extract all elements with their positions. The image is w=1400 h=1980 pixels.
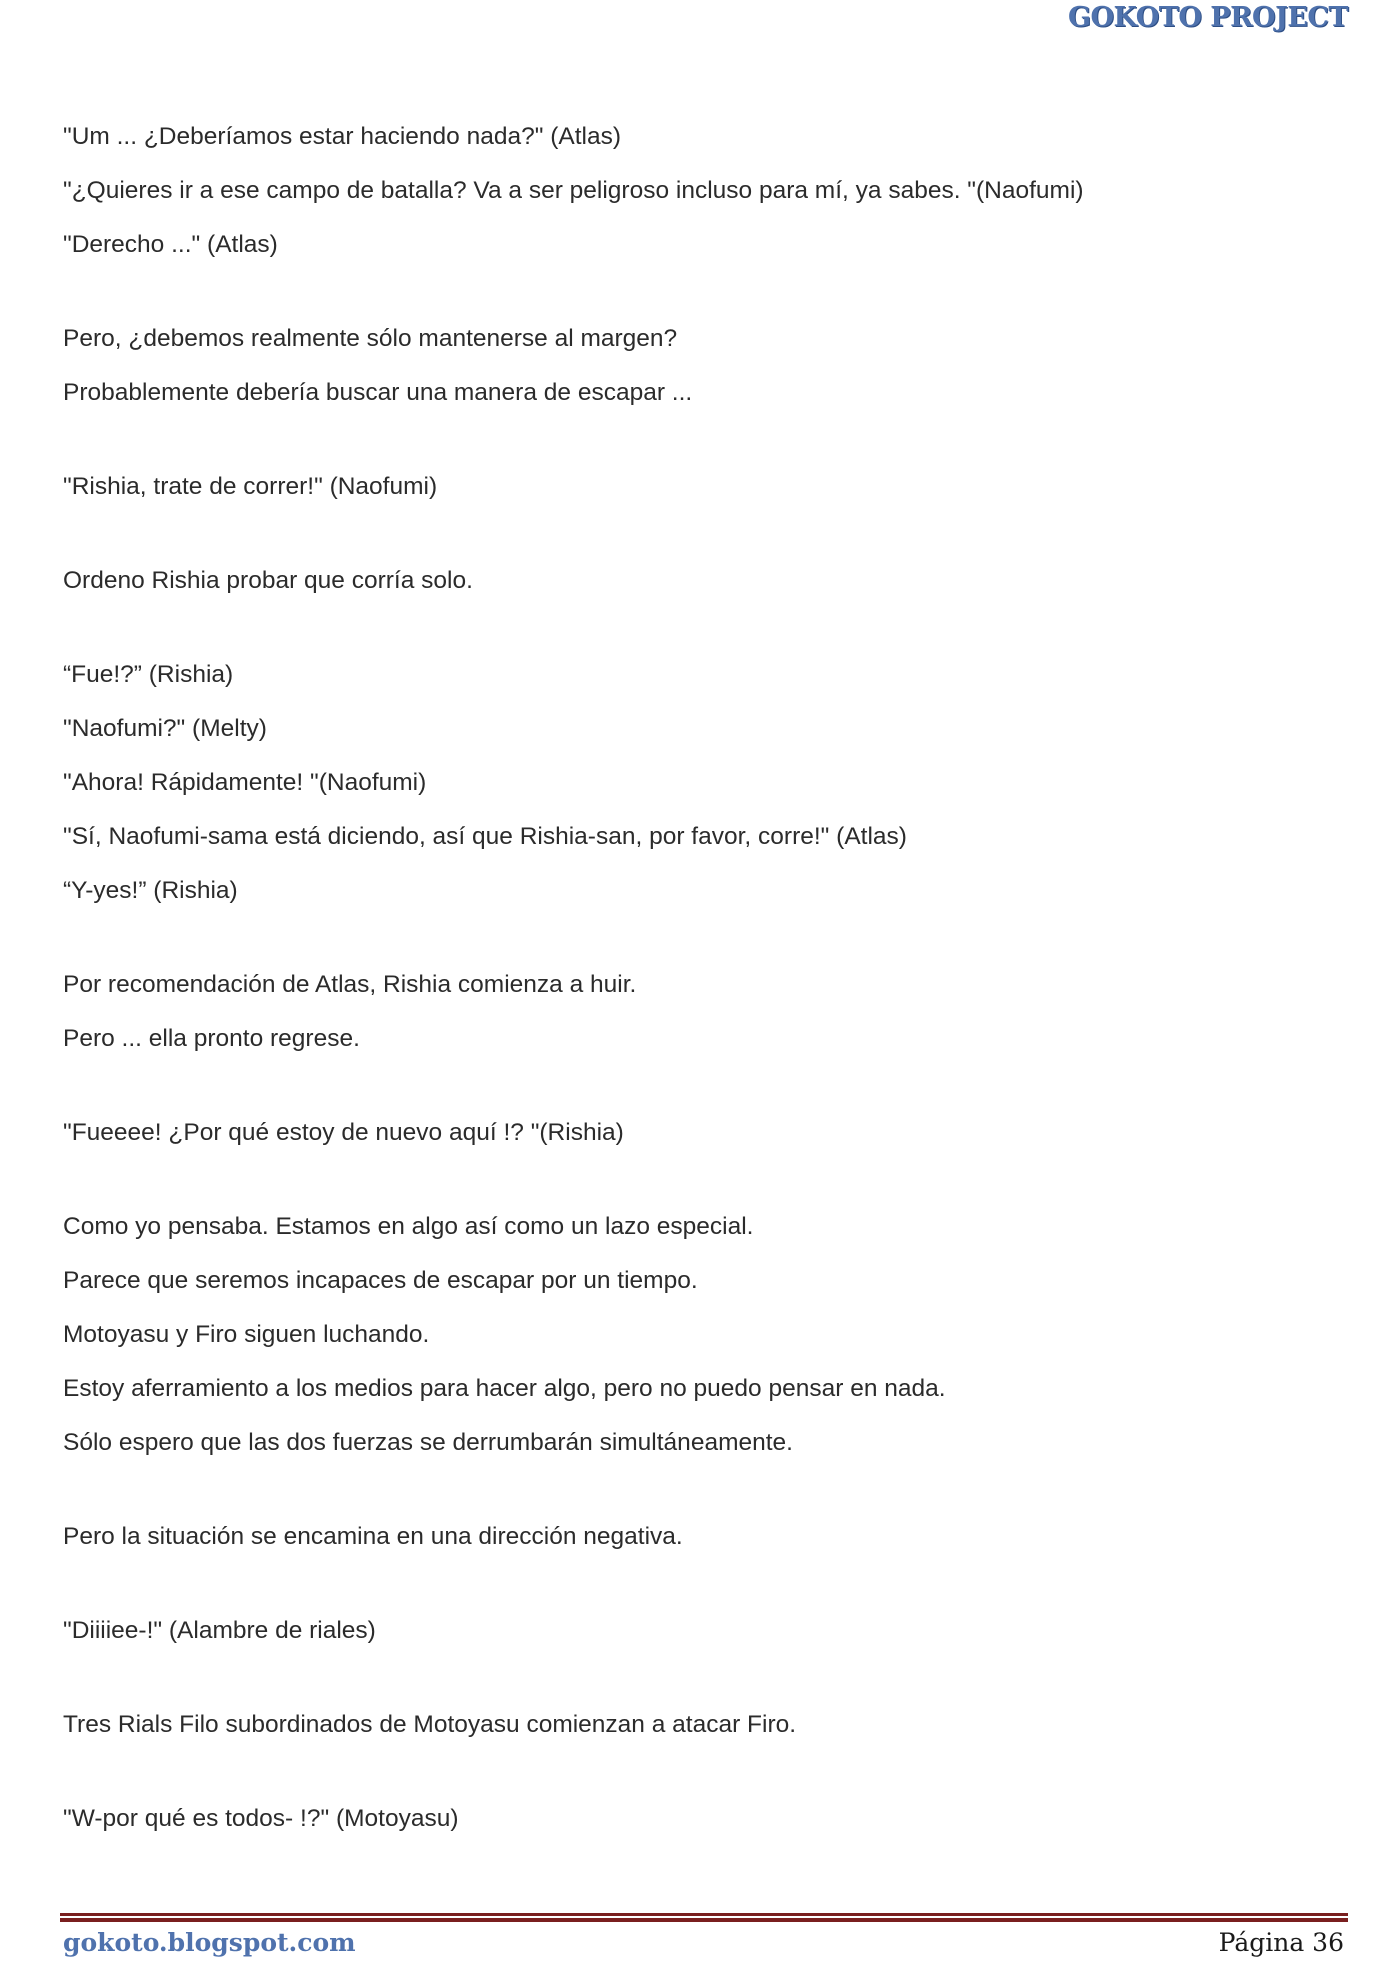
- paragraph: Pero, ¿debemos realmente sólo mantenerse al margen?: [63, 325, 678, 352]
- footer-rule-thick: [60, 1918, 1348, 1922]
- paragraph: "Um ... ¿Deberíamos estar haciendo nada?" (Atlas): [63, 123, 621, 150]
- paragraph: "Sí, Naofumi-sama está diciendo, así que Rishia-san, por favor, corre!" (Atlas): [63, 823, 907, 850]
- paragraph: “Y-yes!” (Rishia): [63, 877, 238, 904]
- paragraph: Estoy aferramiento a los medios para hacer algo, pero no puedo pensar en nada.: [63, 1375, 946, 1402]
- paragraph: Parece que seremos incapaces de escapar por un tiempo.: [63, 1267, 698, 1294]
- paragraph-gap: [63, 1066, 1343, 1106]
- footer-rule: [60, 1913, 1348, 1922]
- paragraph-gap: [63, 1160, 1343, 1200]
- paragraph: Probablemente debería buscar una manera de escapar ...: [63, 379, 693, 406]
- paragraph-gap: [63, 1564, 1343, 1604]
- paragraph-gap: [63, 918, 1343, 958]
- footer-page-number: Página 36: [1218, 1928, 1344, 1957]
- paragraph-gap: [63, 608, 1343, 648]
- paragraph-gap: [63, 420, 1343, 460]
- paragraph: "W-por qué es todos- !?" (Motoyasu): [63, 1805, 459, 1832]
- paragraph-gap: [63, 1752, 1343, 1792]
- paragraph: “Fue!?” (Rishia): [63, 661, 234, 688]
- footer-site-link[interactable]: gokoto.blogspot.com: [63, 1928, 356, 1957]
- paragraph-gap: [63, 1470, 1343, 1510]
- paragraph: Pero ... ella pronto regrese.: [63, 1025, 360, 1052]
- paragraph: Por recomendación de Atlas, Rishia comienza a huir.: [63, 971, 637, 998]
- paragraph: "Naofumi?" (Melty): [63, 715, 267, 742]
- paragraph: Pero la situación se encamina en una dirección negativa.: [63, 1523, 683, 1550]
- paragraph: "Rishia, trate de correr!" (Naofumi): [63, 473, 438, 500]
- paragraph: Motoyasu y Firo siguen luchando.: [63, 1321, 430, 1348]
- paragraph-gap: [63, 272, 1343, 312]
- paragraph: Tres Rials Filo subordinados de Motoyasu comienzan a atacar Firo.: [63, 1711, 797, 1738]
- paragraph-gap: [63, 514, 1343, 554]
- paragraph: "Diiiiee-!" (Alambre de riales): [63, 1617, 376, 1644]
- paragraph: Como yo pensaba. Estamos en algo así como un lazo especial.: [63, 1213, 754, 1240]
- paragraph: "Fueeee! ¿Por qué estoy de nuevo aquí !? "(Rishia): [63, 1119, 624, 1146]
- paragraph: "Derecho ..." (Atlas): [63, 231, 278, 258]
- paragraph: Ordeno Rishia probar que corría solo.: [63, 567, 473, 594]
- page-body: [63, 110, 1343, 1846]
- header-brand: GOKOTO PROJECT: [1067, 2, 1348, 33]
- paragraph: Sólo espero que las dos fuerzas se derrumbarán simultáneamente.: [63, 1429, 793, 1456]
- paragraph: "¿Quieres ir a ese campo de batalla? Va a ser peligroso incluso para mí, ya sabes. "(Naofumi): [63, 177, 1084, 204]
- paragraph: "Ahora! Rápidamente! "(Naofumi): [63, 769, 427, 796]
- paragraph-gap: [63, 1658, 1343, 1698]
- footer-rule-thin: [60, 1913, 1348, 1916]
